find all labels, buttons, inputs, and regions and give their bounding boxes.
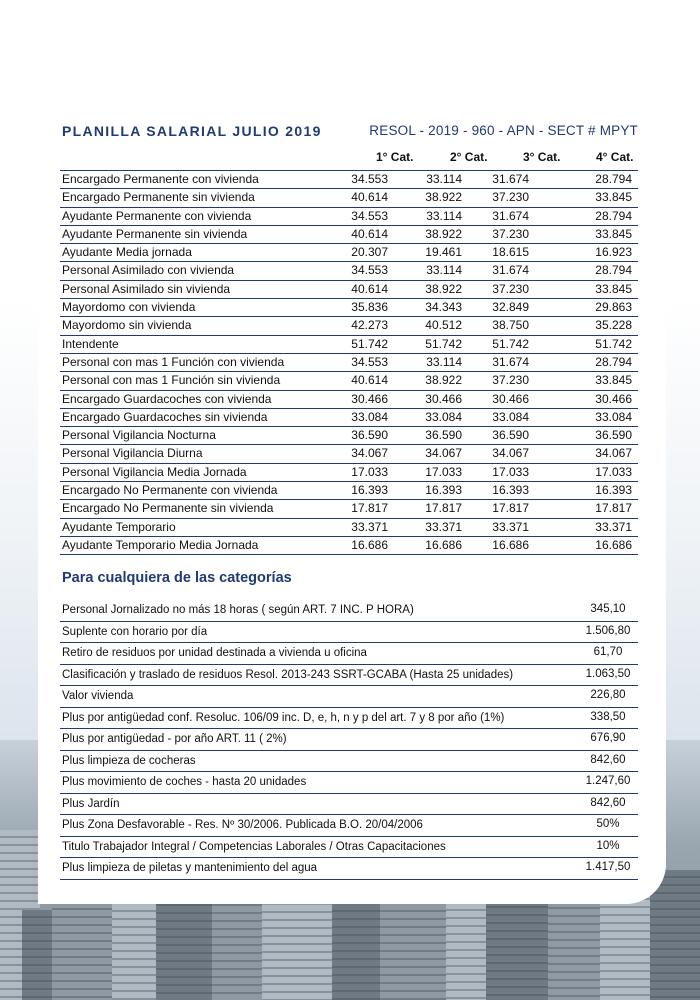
salary-value-cat-3: 51.742 bbox=[492, 336, 529, 351]
salary-value-cat-3: 18.615 bbox=[492, 245, 529, 260]
extra-row-label: Plus Jardín bbox=[62, 797, 120, 810]
salary-row bbox=[60, 519, 638, 537]
salary-value-cat-2: 40.512 bbox=[425, 318, 462, 333]
salary-value-cat-4: 28.794 bbox=[595, 208, 632, 223]
salary-row-label: Encargado Permanente con vivienda bbox=[62, 172, 259, 186]
extra-row-value: 61,70 bbox=[593, 646, 623, 658]
salary-value-cat-1: 16.393 bbox=[351, 483, 388, 498]
salary-value-cat-2: 33.371 bbox=[425, 519, 462, 534]
salary-value-cat-2: 38.922 bbox=[425, 226, 462, 241]
salary-value-cat-4: 16.686 bbox=[595, 537, 632, 552]
extra-row bbox=[60, 665, 638, 687]
salary-value-cat-2: 16.686 bbox=[425, 537, 462, 552]
extra-row-label: Suplente con horario por día bbox=[62, 625, 208, 638]
salary-value-cat-3: 36.590 bbox=[492, 428, 529, 443]
salary-value-cat-2: 51.742 bbox=[425, 336, 462, 351]
salary-value-cat-1: 51.742 bbox=[351, 336, 388, 351]
salary-value-cat-1: 33.084 bbox=[351, 409, 388, 424]
salary-value-cat-4: 36.590 bbox=[595, 428, 632, 443]
extra-row-value: 1.063,50 bbox=[585, 667, 631, 680]
salary-row-label: Personal Vigilancia Nocturna bbox=[62, 428, 216, 443]
salary-value-cat-2: 38.922 bbox=[425, 190, 462, 205]
salary-value-cat-4: 28.794 bbox=[595, 354, 632, 369]
extra-row bbox=[60, 708, 638, 730]
salary-row bbox=[60, 244, 638, 262]
salary-value-cat-2: 16.393 bbox=[425, 483, 462, 498]
salary-value-cat-2: 17.033 bbox=[425, 464, 462, 479]
extra-row-label: Plus limpieza de cocheras bbox=[62, 754, 196, 767]
extra-row-value: 842,60 bbox=[590, 796, 626, 809]
salary-row bbox=[60, 354, 638, 372]
salary-row-label: Encargado Guardacoches con vivienda bbox=[62, 391, 272, 406]
salary-value-cat-3: 31.674 bbox=[492, 172, 529, 186]
extra-row bbox=[60, 686, 638, 708]
extra-row bbox=[60, 815, 638, 837]
salary-value-cat-4: 28.794 bbox=[595, 263, 632, 278]
salary-row bbox=[60, 372, 638, 390]
salary-value-cat-3: 31.674 bbox=[492, 208, 529, 223]
salary-row bbox=[60, 189, 638, 207]
salary-row-label: Intendente bbox=[62, 336, 119, 351]
salary-value-cat-2: 33.084 bbox=[425, 409, 462, 424]
salary-row bbox=[60, 445, 638, 463]
salary-row-label: Ayudante Permanente sin vivienda bbox=[62, 226, 248, 241]
extra-row bbox=[60, 751, 638, 773]
extra-row bbox=[60, 622, 638, 644]
header-row bbox=[62, 123, 638, 143]
salary-row-label: Personal Vigilancia Media Jornada bbox=[62, 464, 247, 479]
salary-table bbox=[60, 170, 638, 555]
extra-row-value: 345,10 bbox=[590, 603, 626, 615]
salary-row bbox=[60, 391, 638, 409]
extra-row-label: Plus movimiento de coches - hasta 20 unidades bbox=[62, 776, 307, 788]
extra-row-label: Valor vivienda bbox=[62, 690, 134, 702]
extra-row-label: Personal Jornalizado no más 18 horas ( según ART. 7 INC. P HORA) bbox=[62, 604, 414, 616]
salary-value-cat-4: 35.228 bbox=[595, 318, 632, 333]
salary-value-cat-3: 34.067 bbox=[492, 446, 529, 461]
extra-row-value: 1.506,80 bbox=[585, 624, 631, 637]
salary-row bbox=[60, 170, 638, 189]
salary-value-cat-4: 29.863 bbox=[595, 300, 632, 315]
salary-value-cat-1: 33.371 bbox=[351, 519, 388, 534]
extra-row-label: Retiro de residuos por unidad destinada a vivienda u oficina bbox=[62, 647, 367, 659]
salary-row bbox=[60, 500, 638, 518]
salary-row-label: Mayordomo sin vivienda bbox=[62, 318, 192, 333]
extra-row-label: Titulo Trabajador Integral / Competencias Laborales / Otras Capacitaciones bbox=[62, 840, 446, 853]
salary-value-cat-3: 31.674 bbox=[492, 354, 529, 369]
salary-value-cat-1: 34.553 bbox=[351, 208, 388, 223]
salary-row-label: Encargado Guardacoches sin vivienda bbox=[62, 409, 268, 424]
salary-value-cat-2: 33.114 bbox=[426, 263, 462, 278]
salary-value-cat-3: 30.466 bbox=[492, 391, 529, 406]
extra-row-label: Plus Zona Desfavorable - Res. Nº 30/2006. Publicada B.O. 20/04/2006 bbox=[62, 819, 423, 831]
salary-value-cat-1: 34.067 bbox=[351, 446, 388, 461]
salary-value-cat-1: 16.686 bbox=[351, 537, 388, 552]
salary-value-cat-2: 19.461 bbox=[425, 245, 462, 260]
salary-value-cat-4: 16.923 bbox=[595, 245, 632, 260]
salary-row-label: Ayudante Media jornada bbox=[62, 245, 192, 260]
salary-value-cat-1: 34.553 bbox=[351, 263, 388, 278]
salary-value-cat-1: 36.590 bbox=[351, 428, 388, 443]
salary-value-cat-3: 16.686 bbox=[492, 537, 529, 552]
salary-row bbox=[60, 336, 638, 354]
salary-value-cat-4: 33.084 bbox=[595, 409, 632, 424]
salary-value-cat-3: 33.084 bbox=[492, 409, 529, 424]
salary-value-cat-2: 34.343 bbox=[425, 300, 462, 315]
extra-row-label: Plus por antigüedad - por año ART. 11 ( 2%) bbox=[62, 733, 287, 745]
salary-row-label: Encargado Permanente sin vivienda bbox=[62, 190, 255, 205]
salary-value-cat-1: 20.307 bbox=[351, 245, 388, 260]
salary-value-cat-2: 33.114 bbox=[426, 208, 462, 223]
salary-value-cat-3: 17.817 bbox=[492, 501, 529, 516]
salary-row bbox=[60, 226, 638, 244]
salary-row-label: Personal Asimilado con vivienda bbox=[62, 263, 235, 278]
salary-value-cat-4: 33.371 bbox=[595, 519, 632, 534]
salary-value-cat-1: 35.836 bbox=[351, 300, 388, 315]
salary-row-label: Personal con mas 1 Función con vivienda bbox=[62, 354, 285, 369]
salary-value-cat-2: 34.067 bbox=[425, 446, 462, 461]
salary-value-cat-2: 17.817 bbox=[425, 501, 462, 516]
salary-value-cat-3: 38.750 bbox=[492, 318, 529, 333]
salary-row bbox=[60, 409, 638, 427]
extra-row bbox=[60, 837, 638, 859]
salary-value-cat-2: 33.114 bbox=[426, 354, 462, 369]
salary-value-cat-1: 34.553 bbox=[351, 172, 388, 186]
salary-row bbox=[60, 208, 638, 226]
salary-value-cat-4: 17.817 bbox=[595, 501, 632, 516]
salary-value-cat-2: 38.922 bbox=[425, 373, 462, 388]
salary-row bbox=[60, 299, 638, 317]
salary-value-cat-4: 51.742 bbox=[595, 336, 632, 351]
extra-row-value: 10% bbox=[596, 839, 620, 852]
salary-value-cat-1: 17.817 bbox=[351, 501, 388, 516]
extra-row-label: Plus limpieza de piletas y mantenimiento del agua bbox=[62, 862, 318, 874]
category-header: 3° Cat. bbox=[523, 150, 561, 164]
section-title-all-categories: Para cualquiera de las categorías bbox=[62, 570, 292, 586]
salary-value-cat-4: 30.466 bbox=[595, 391, 632, 406]
salary-row-label: Personal Asimilado sin vivienda bbox=[62, 281, 231, 296]
salary-value-cat-1: 34.553 bbox=[351, 354, 388, 369]
salary-value-cat-4: 33.845 bbox=[595, 226, 632, 241]
salary-value-cat-1: 40.614 bbox=[351, 190, 388, 205]
extra-row-value: 842,60 bbox=[590, 753, 626, 766]
extras-table bbox=[60, 600, 638, 880]
extra-row bbox=[60, 794, 638, 816]
extra-row-value: 338,50 bbox=[590, 710, 626, 723]
salary-row-label: Personal Vigilancia Diurna bbox=[62, 446, 203, 461]
resolution-reference: RESOL - 2019 - 960 - APN - SECT # MPYT bbox=[369, 123, 638, 138]
salary-row-label: Encargado No Permanente con vivienda bbox=[62, 483, 278, 498]
extra-row bbox=[60, 772, 638, 794]
extra-row bbox=[60, 729, 638, 751]
salary-value-cat-3: 16.393 bbox=[492, 483, 529, 498]
salary-value-cat-4: 33.845 bbox=[595, 281, 632, 296]
salary-value-cat-3: 37.230 bbox=[492, 373, 529, 388]
salary-value-cat-3: 32.849 bbox=[492, 300, 529, 315]
category-header: 1° Cat. bbox=[376, 150, 414, 164]
salary-value-cat-3: 37.230 bbox=[492, 281, 529, 296]
salary-row-label: Ayudante Temporario Media Jornada bbox=[62, 537, 259, 552]
salary-value-cat-1: 42.273 bbox=[351, 318, 388, 333]
salary-value-cat-2: 36.590 bbox=[425, 428, 462, 443]
extra-row-value: 50% bbox=[596, 818, 620, 830]
category-header: 4° Cat. bbox=[596, 150, 634, 164]
salary-value-cat-4: 33.845 bbox=[595, 190, 632, 205]
extra-row-label: Clasificación y traslado de residuos Resol. 2013-243 SSRT-GCABA (Hasta 25 unidades) bbox=[62, 668, 514, 681]
salary-value-cat-4: 17.033 bbox=[595, 464, 632, 479]
salary-value-cat-2: 30.466 bbox=[425, 391, 462, 406]
salary-row bbox=[60, 464, 638, 482]
salary-value-cat-1: 40.614 bbox=[351, 373, 388, 388]
salary-value-cat-2: 33.114 bbox=[426, 172, 462, 186]
category-header: 2° Cat. bbox=[450, 150, 488, 164]
salary-value-cat-4: 33.845 bbox=[595, 373, 632, 388]
extra-row bbox=[60, 643, 638, 665]
salary-value-cat-3: 37.230 bbox=[492, 190, 529, 205]
salary-value-cat-1: 17.033 bbox=[351, 464, 388, 479]
salary-row-label: Ayudante Temporario bbox=[62, 519, 176, 534]
salary-value-cat-4: 34.067 bbox=[595, 446, 632, 461]
salary-value-cat-4: 16.393 bbox=[595, 483, 632, 498]
salary-value-cat-3: 31.674 bbox=[492, 263, 529, 278]
salary-value-cat-3: 33.371 bbox=[492, 519, 529, 534]
extra-row-value: 1.247,60 bbox=[585, 775, 631, 787]
salary-value-cat-1: 30.466 bbox=[351, 391, 388, 406]
salary-row bbox=[60, 482, 638, 500]
salary-value-cat-2: 38.922 bbox=[425, 281, 462, 296]
extra-row-value: 1.417,50 bbox=[585, 861, 631, 873]
salary-value-cat-3: 37.230 bbox=[492, 226, 529, 241]
salary-row bbox=[60, 262, 638, 280]
extra-row bbox=[60, 858, 638, 880]
salary-value-cat-1: 40.614 bbox=[351, 281, 388, 296]
salary-row bbox=[60, 317, 638, 335]
salary-value-cat-4: 28.794 bbox=[595, 172, 632, 186]
salary-row bbox=[60, 427, 638, 445]
salary-row-label: Ayudante Permanente con vivienda bbox=[62, 208, 252, 223]
salary-row bbox=[60, 537, 638, 555]
extra-row-label: Plus por antigüedad conf. Resoluc. 106/09 inc. D, e, h, n y p del art. 7 y 8 por año (1%) bbox=[62, 711, 505, 724]
salary-value-cat-1: 40.614 bbox=[351, 226, 388, 241]
salary-value-cat-3: 17.033 bbox=[492, 464, 529, 479]
category-header-row bbox=[0, 150, 700, 168]
extra-row-value: 226,80 bbox=[590, 689, 626, 701]
salary-row-label: Personal con mas 1 Función sin vivienda bbox=[62, 373, 281, 388]
page-title: PLANILLA SALARIAL JULIO 2019 bbox=[62, 123, 322, 139]
extra-row-value: 676,90 bbox=[590, 732, 626, 744]
salary-row-label: Mayordomo con vivienda bbox=[62, 300, 196, 315]
extra-row bbox=[60, 600, 638, 622]
salary-row-label: Encargado No Permanente sin vivienda bbox=[62, 501, 274, 516]
salary-row bbox=[60, 281, 638, 299]
